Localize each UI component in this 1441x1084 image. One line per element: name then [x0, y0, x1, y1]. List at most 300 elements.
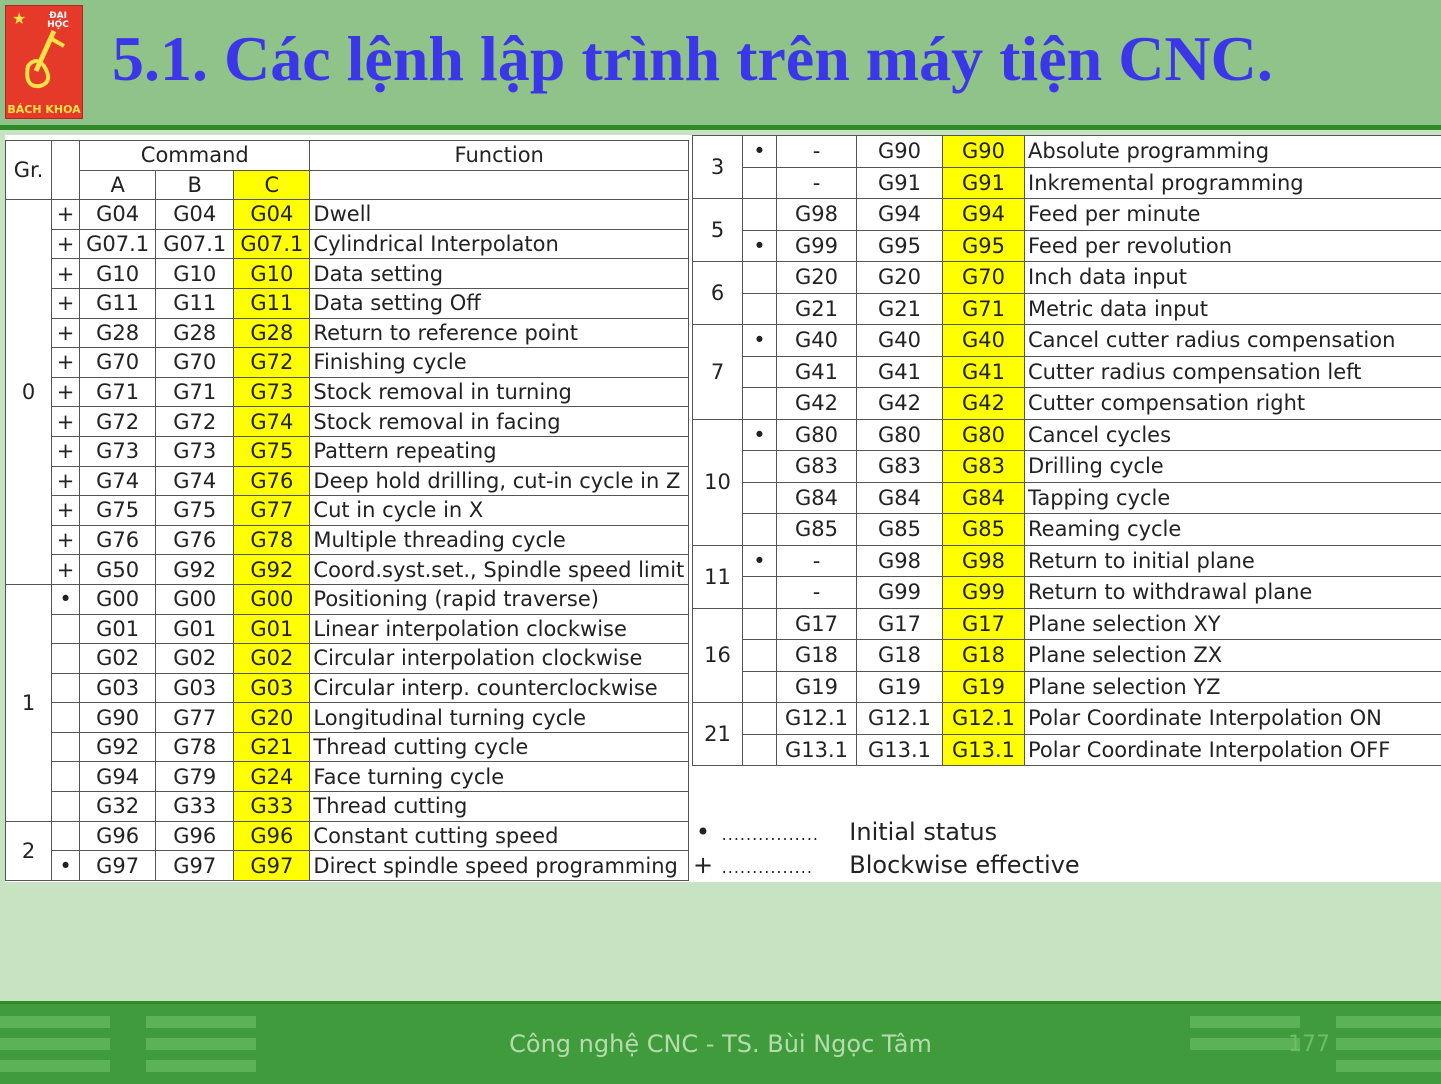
legend-item-initial: [692, 816, 1080, 849]
function-text: Plane selection ZX: [1025, 640, 1441, 672]
code-b: G02: [156, 644, 234, 674]
code-a: G73: [80, 436, 156, 466]
code-b: G33: [156, 792, 234, 822]
legend-dots: ...............: [722, 851, 842, 884]
code-b: G04: [156, 200, 234, 230]
function-text: Inkremental programming: [1025, 167, 1441, 199]
left-gcode-table: [5, 140, 689, 881]
status-mark: +: [52, 348, 80, 378]
group-number: 10: [693, 419, 743, 545]
code-a: G42: [777, 388, 857, 420]
function-text: Metric data input: [1025, 293, 1441, 325]
code-a: -: [777, 167, 857, 199]
star-icon: ★: [12, 9, 26, 29]
code-c: G11: [234, 288, 310, 318]
code-c: G78: [234, 525, 310, 555]
code-b: G79: [156, 762, 234, 792]
status-mark: +: [52, 288, 80, 318]
status-mark: [52, 821, 80, 851]
code-b: G78: [156, 732, 234, 762]
code-b: G28: [156, 318, 234, 348]
table-row: [6, 407, 689, 437]
code-c: G00: [234, 584, 310, 614]
table-row: [6, 466, 689, 496]
code-a: G17: [777, 608, 857, 640]
code-c: G76: [234, 466, 310, 496]
code-a: G00: [80, 584, 156, 614]
function-text: Coord.syst.set., Spindle speed limit: [310, 555, 689, 585]
legend-text: Blockwise effective: [849, 851, 1079, 879]
code-b: G76: [156, 525, 234, 555]
code-c: G40: [943, 325, 1025, 357]
code-c: G07.1: [234, 229, 310, 259]
code-a: G74: [80, 466, 156, 496]
table-row: [6, 584, 689, 614]
function-text: Absolute programming: [1025, 136, 1441, 168]
status-mark: •: [743, 325, 777, 357]
code-b: G96: [156, 821, 234, 851]
function-text: Data setting Off: [310, 288, 689, 318]
code-b: G94: [857, 199, 943, 231]
table-row: [693, 419, 1441, 451]
function-text: Cylindrical Interpolaton: [310, 229, 689, 259]
status-mark: [743, 451, 777, 483]
page-title: 5.1. Các lệnh lập trình trên máy tiện CNC.: [112, 22, 1273, 96]
code-c: G95: [943, 230, 1025, 262]
function-text: Tapping cycle: [1025, 482, 1441, 514]
function-text: Polar Coordinate Interpolation OFF: [1025, 734, 1441, 766]
code-c: G24: [234, 762, 310, 792]
status-mark: +: [52, 436, 80, 466]
code-a: G41: [777, 356, 857, 388]
header-col-b: B: [156, 170, 234, 200]
code-a: G80: [777, 419, 857, 451]
legend-dots: ................: [722, 818, 842, 851]
code-a: G04: [80, 200, 156, 230]
code-b: G17: [857, 608, 943, 640]
code-a: G19: [777, 671, 857, 703]
group-number: 7: [693, 325, 743, 420]
status-mark: [52, 673, 80, 703]
function-text: Stock removal in facing: [310, 407, 689, 437]
code-c: G77: [234, 496, 310, 526]
function-text: Pattern repeating: [310, 436, 689, 466]
group-number: 21: [693, 703, 743, 766]
status-mark: [52, 644, 80, 674]
code-a: -: [777, 545, 857, 577]
code-c: G91: [943, 167, 1025, 199]
status-mark: [52, 703, 80, 733]
code-a: G20: [777, 262, 857, 294]
table-row: [693, 608, 1441, 640]
function-text: Thread cutting: [310, 792, 689, 822]
code-c: G80: [943, 419, 1025, 451]
code-c: G03: [234, 673, 310, 703]
code-b: G13.1: [857, 734, 943, 766]
table-row: [6, 614, 689, 644]
code-b: G95: [857, 230, 943, 262]
legend: [692, 816, 1080, 882]
table-row: [693, 136, 1441, 168]
code-b: G97: [156, 851, 234, 881]
status-mark: [743, 167, 777, 199]
code-b: G91: [857, 167, 943, 199]
table-row: [6, 673, 689, 703]
footer-decor: [1336, 1060, 1441, 1072]
status-mark: [743, 262, 777, 294]
function-text: Cut in cycle in X: [310, 496, 689, 526]
function-text: Multiple threading cycle: [310, 525, 689, 555]
group-number: 3: [693, 136, 743, 199]
function-text: Feed per minute: [1025, 199, 1441, 231]
code-c: G74: [234, 407, 310, 437]
code-c: G04: [234, 200, 310, 230]
group-number: 0: [6, 200, 52, 585]
code-a: G07.1: [80, 229, 156, 259]
code-c: G75: [234, 436, 310, 466]
status-mark: +: [52, 377, 80, 407]
table-row: [6, 644, 689, 674]
code-b: G21: [857, 293, 943, 325]
code-c: G02: [234, 644, 310, 674]
footer-decor: [0, 1016, 110, 1028]
code-c: G13.1: [943, 734, 1025, 766]
code-a: G72: [80, 407, 156, 437]
code-c: G99: [943, 577, 1025, 609]
code-a: G76: [80, 525, 156, 555]
code-b: G03: [156, 673, 234, 703]
group-number: 11: [693, 545, 743, 608]
code-c: G10: [234, 259, 310, 289]
code-b: G74: [156, 466, 234, 496]
table-row: [6, 318, 689, 348]
status-mark: •: [52, 584, 80, 614]
status-mark: +: [52, 407, 80, 437]
status-mark: •: [743, 419, 777, 451]
code-a: G98: [777, 199, 857, 231]
code-c: G94: [943, 199, 1025, 231]
code-c: G17: [943, 608, 1025, 640]
code-c: G97: [234, 851, 310, 881]
table-row: [6, 821, 689, 851]
header-function: Function: [310, 141, 689, 171]
code-b: G92: [156, 555, 234, 585]
function-text: Plane selection XY: [1025, 608, 1441, 640]
page-number: 177: [1288, 1032, 1330, 1057]
code-b: G00: [156, 584, 234, 614]
code-c: G90: [943, 136, 1025, 168]
code-a: G99: [777, 230, 857, 262]
code-a: G12.1: [777, 703, 857, 735]
table-row: [6, 792, 689, 822]
function-text: Cutter radius compensation left: [1025, 356, 1441, 388]
status-mark: +: [52, 496, 80, 526]
code-c: G85: [943, 514, 1025, 546]
function-text: Inch data input: [1025, 262, 1441, 294]
table-row: [693, 482, 1441, 514]
table-row: [693, 734, 1441, 766]
code-c: G20: [234, 703, 310, 733]
function-text: Drilling cycle: [1025, 451, 1441, 483]
status-mark: [52, 614, 80, 644]
code-b: G84: [857, 482, 943, 514]
table-row: [693, 325, 1441, 357]
function-text: Return to withdrawal plane: [1025, 577, 1441, 609]
table-row: [6, 525, 689, 555]
logo-name-text: BÁCH KHOA: [6, 103, 82, 116]
function-text: Cancel cycles: [1025, 419, 1441, 451]
table-row: [6, 732, 689, 762]
code-c: G84: [943, 482, 1025, 514]
table-row: [693, 703, 1441, 735]
function-text: Plane selection YZ: [1025, 671, 1441, 703]
table-subheader-row: [6, 170, 689, 200]
table-row: [693, 356, 1441, 388]
function-text: Data setting: [310, 259, 689, 289]
status-mark: [52, 792, 80, 822]
status-mark: [743, 293, 777, 325]
function-text: Return to reference point: [310, 318, 689, 348]
table-row: [6, 436, 689, 466]
code-c: G73: [234, 377, 310, 407]
status-mark: •: [743, 545, 777, 577]
code-a: G70: [80, 348, 156, 378]
code-b: G99: [857, 577, 943, 609]
code-b: G83: [857, 451, 943, 483]
footer-decor: [1336, 1016, 1441, 1028]
status-mark: •: [52, 851, 80, 881]
function-text: Reaming cycle: [1025, 514, 1441, 546]
code-b: G20: [857, 262, 943, 294]
header-col-c: C: [234, 170, 310, 200]
status-mark: [743, 703, 777, 735]
legend-symbol: •: [692, 816, 714, 849]
university-logo: [5, 5, 83, 119]
code-b: G98: [857, 545, 943, 577]
code-c: G21: [234, 732, 310, 762]
code-a: G97: [80, 851, 156, 881]
code-a: G92: [80, 732, 156, 762]
code-a: G75: [80, 496, 156, 526]
code-b: G42: [857, 388, 943, 420]
status-mark: [52, 762, 80, 792]
footer-text: Công nghệ CNC - TS. Bùi Ngọc Tâm: [0, 1030, 1441, 1058]
status-mark: •: [743, 136, 777, 168]
legend-item-blockwise: [692, 849, 1080, 882]
table-row: [6, 555, 689, 585]
status-mark: [743, 514, 777, 546]
logo-university-text: ĐẠI HỌC: [38, 12, 78, 30]
code-c: G33: [234, 792, 310, 822]
table-row: [6, 348, 689, 378]
function-text: Polar Coordinate Interpolation ON: [1025, 703, 1441, 735]
code-b: G75: [156, 496, 234, 526]
code-b: G71: [156, 377, 234, 407]
code-c: G28: [234, 318, 310, 348]
code-a: G03: [80, 673, 156, 703]
status-mark: +: [52, 466, 80, 496]
status-mark: [743, 356, 777, 388]
footer-decor: [146, 1060, 256, 1072]
table-row: [693, 167, 1441, 199]
function-text: Longitudinal turning cycle: [310, 703, 689, 733]
function-text: Cancel cutter radius compensation: [1025, 325, 1441, 357]
status-mark: +: [52, 200, 80, 230]
code-a: G21: [777, 293, 857, 325]
table-row: [693, 577, 1441, 609]
status-mark: [743, 734, 777, 766]
table-row: [693, 451, 1441, 483]
table-row: [6, 229, 689, 259]
code-c: G01: [234, 614, 310, 644]
status-mark: [743, 608, 777, 640]
code-a: -: [777, 577, 857, 609]
table-row: [6, 703, 689, 733]
code-b: G41: [857, 356, 943, 388]
code-a: G10: [80, 259, 156, 289]
code-b: G85: [857, 514, 943, 546]
code-b: G70: [156, 348, 234, 378]
function-text: Circular interp. counterclockwise: [310, 673, 689, 703]
code-a: G50: [80, 555, 156, 585]
header-divider: [0, 125, 1441, 130]
code-b: G01: [156, 614, 234, 644]
table-row: [6, 377, 689, 407]
status-mark: [743, 388, 777, 420]
function-text: Thread cutting cycle: [310, 732, 689, 762]
function-text: Circular interpolation clockwise: [310, 644, 689, 674]
code-b: G19: [857, 671, 943, 703]
header-col-a: A: [80, 170, 156, 200]
table-row: [6, 288, 689, 318]
code-a: G01: [80, 614, 156, 644]
code-a: G28: [80, 318, 156, 348]
status-mark: [743, 640, 777, 672]
code-c: G19: [943, 671, 1025, 703]
code-a: G96: [80, 821, 156, 851]
code-b: G11: [156, 288, 234, 318]
code-a: G83: [777, 451, 857, 483]
table-row: [6, 496, 689, 526]
group-number: 16: [693, 608, 743, 703]
logo-emblem-icon: [14, 26, 74, 96]
code-a: G11: [80, 288, 156, 318]
status-mark: +: [52, 259, 80, 289]
status-mark: •: [743, 230, 777, 262]
code-b: G77: [156, 703, 234, 733]
code-a: G40: [777, 325, 857, 357]
header-command: Command: [80, 141, 310, 171]
function-text: Constant cutting speed: [310, 821, 689, 851]
code-b: G73: [156, 436, 234, 466]
slide-footer: [0, 1001, 1441, 1084]
function-text: Return to initial plane: [1025, 545, 1441, 577]
function-text: Cutter compensation right: [1025, 388, 1441, 420]
function-text: Stock removal in turning: [310, 377, 689, 407]
code-c: G96: [234, 821, 310, 851]
status-mark: [52, 732, 80, 762]
table-row: [6, 851, 689, 881]
code-a: G32: [80, 792, 156, 822]
group-number: 5: [693, 199, 743, 262]
code-a: G90: [80, 703, 156, 733]
status-mark: +: [52, 318, 80, 348]
function-text: Finishing cycle: [310, 348, 689, 378]
function-text: Positioning (rapid traverse): [310, 584, 689, 614]
code-c: G98: [943, 545, 1025, 577]
function-text: Direct spindle speed programming: [310, 851, 689, 881]
table-row: [693, 514, 1441, 546]
group-number: 1: [6, 584, 52, 821]
code-c: G12.1: [943, 703, 1025, 735]
code-a: G94: [80, 762, 156, 792]
code-c: G42: [943, 388, 1025, 420]
code-c: G71: [943, 293, 1025, 325]
table-row: [693, 230, 1441, 262]
table-row: [693, 640, 1441, 672]
code-b: G80: [857, 419, 943, 451]
table-row: [693, 199, 1441, 231]
code-b: G07.1: [156, 229, 234, 259]
code-c: G72: [234, 348, 310, 378]
legend-symbol: +: [692, 849, 714, 882]
table-row: [6, 762, 689, 792]
legend-text: Initial status: [849, 818, 997, 846]
table-row: [693, 545, 1441, 577]
code-c: G83: [943, 451, 1025, 483]
status-mark: [743, 482, 777, 514]
table-header-row: [6, 141, 689, 171]
group-number: 6: [693, 262, 743, 325]
table-row: [693, 671, 1441, 703]
group-number: 2: [6, 821, 52, 880]
code-a: G71: [80, 377, 156, 407]
table-row: [693, 262, 1441, 294]
table-row: [6, 200, 689, 230]
code-c: G18: [943, 640, 1025, 672]
function-text: Face turning cycle: [310, 762, 689, 792]
code-c: G92: [234, 555, 310, 585]
code-a: -: [777, 136, 857, 168]
status-mark: +: [52, 555, 80, 585]
status-mark: [743, 577, 777, 609]
footer-decor: [146, 1016, 256, 1028]
code-a: G84: [777, 482, 857, 514]
table-row: [6, 259, 689, 289]
header-blank: [52, 141, 80, 200]
code-a: G13.1: [777, 734, 857, 766]
header-function-blank: [310, 170, 689, 200]
code-a: G85: [777, 514, 857, 546]
footer-decor: [1190, 1016, 1300, 1028]
code-a: G18: [777, 640, 857, 672]
code-b: G72: [156, 407, 234, 437]
function-text: Deep hold drilling, cut-in cycle in Z: [310, 466, 689, 496]
code-b: G18: [857, 640, 943, 672]
status-mark: [743, 671, 777, 703]
status-mark: +: [52, 229, 80, 259]
code-b: G90: [857, 136, 943, 168]
header-group: Gr.: [6, 141, 52, 200]
function-text: Linear interpolation clockwise: [310, 614, 689, 644]
status-mark: [743, 199, 777, 231]
code-b: G12.1: [857, 703, 943, 735]
footer-decor: [0, 1060, 110, 1072]
function-text: Feed per revolution: [1025, 230, 1441, 262]
right-gcode-table: [692, 135, 1441, 766]
table-row: [693, 388, 1441, 420]
code-b: G10: [156, 259, 234, 289]
